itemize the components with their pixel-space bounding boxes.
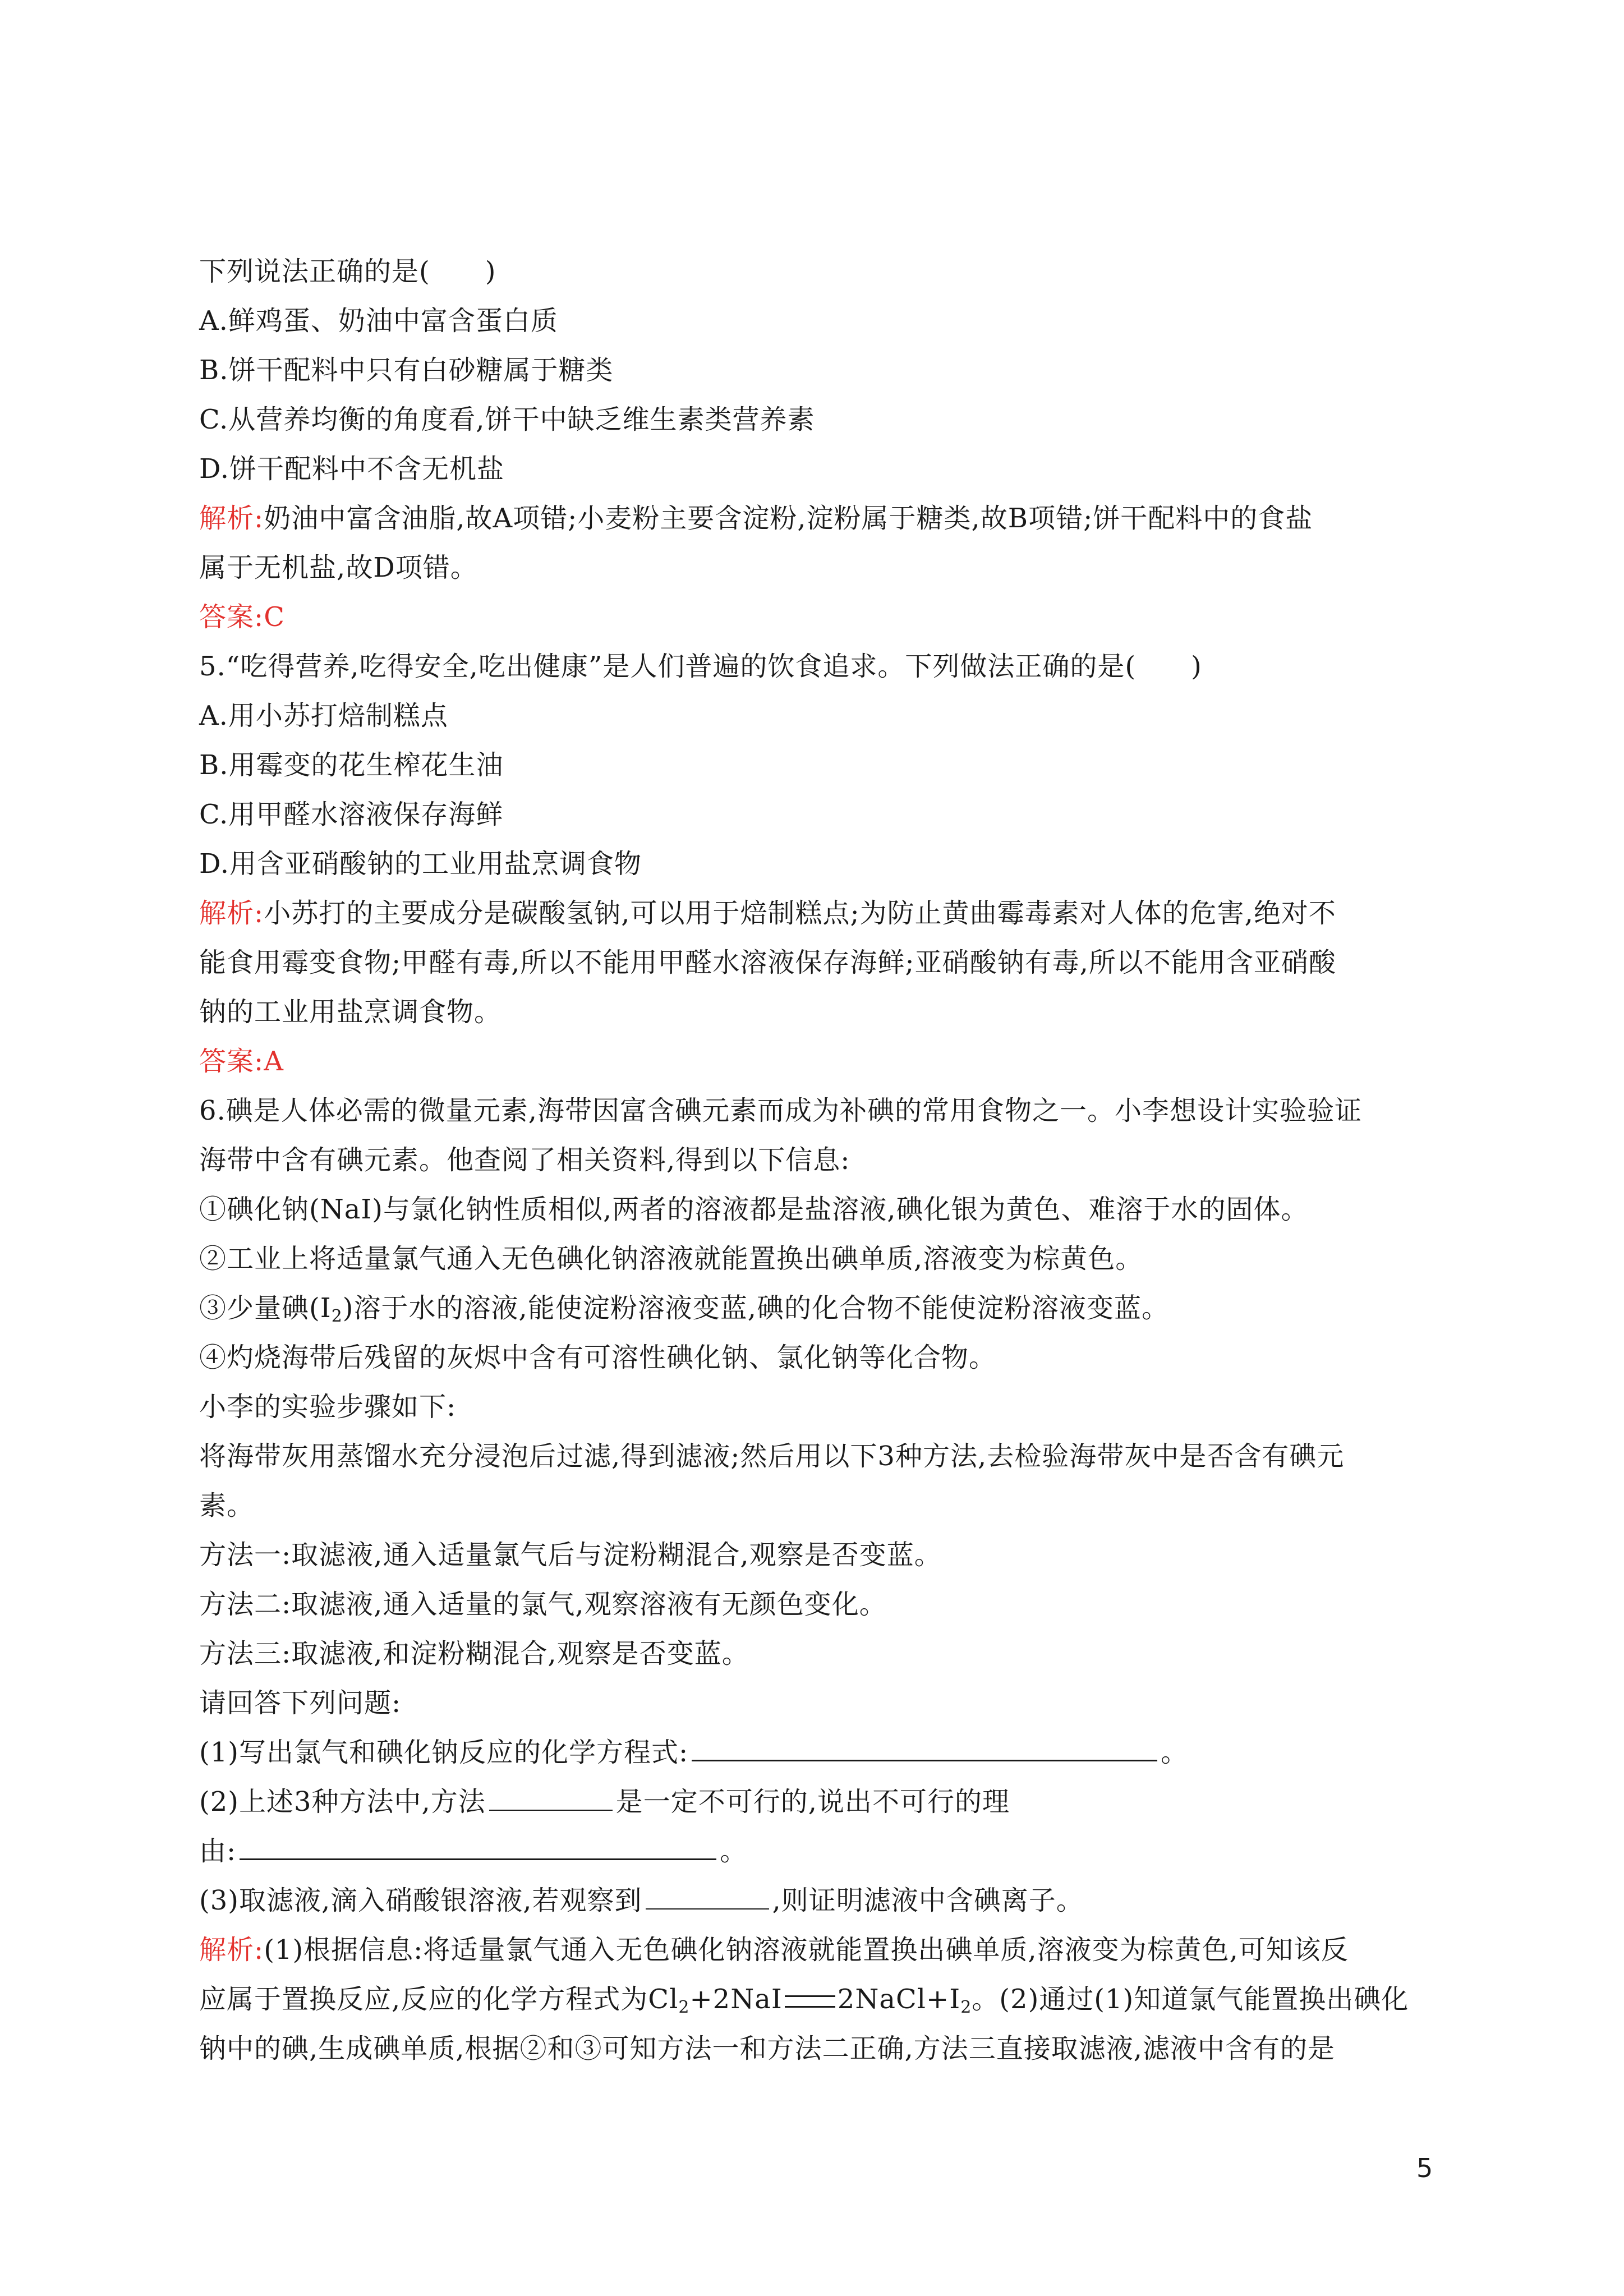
q6-q2-line2-text: 由:	[199, 1835, 237, 1867]
q6-info-3-text: ③少量碘(I	[199, 1292, 332, 1324]
q4-analysis-text-1: 奶油中富含油脂,故A项错;小麦粉主要含淀粉,淀粉属于糖类,故B项错;饼干配料中的食盐	[264, 503, 1313, 534]
answer-label: 答案:	[199, 1046, 264, 1077]
page-content	[199, 247, 1433, 2073]
q6-method-2: 方法二:取滤液,通入适量的氯气,观察溶液有无颜色变化。	[199, 1589, 887, 1620]
q5-analysis-line-2: 能食用霉变食物;甲醛有毒,所以不能用甲醛水溶液保存海鲜;亚硝酸钠有毒,所以不能用含亚硝酸	[199, 947, 1336, 978]
q5-option-c: C.用甲醛水溶液保存海鲜	[199, 799, 504, 830]
q6-info-2: ②工业上将适量氯气通入无色碘化钠溶液就能置换出碘单质,溶液变为棕黄色。	[199, 1243, 1143, 1274]
q4-option-a: A.鲜鸡蛋、奶油中富含蛋白质	[199, 305, 558, 337]
q6-analysis-line-2	[199, 1975, 1433, 2024]
q6-steps-intro: 小李的实验步骤如下:	[199, 1391, 457, 1423]
analysis-label: 解析:	[199, 898, 264, 929]
equation-text: 2NaCl+I	[837, 1984, 961, 2015]
q4-option-c: C.从营养均衡的角度看,饼干中缺乏维生素类营养素	[199, 404, 815, 435]
q6-steps-line-2: 素。	[199, 1490, 255, 1521]
q6-analysis-text-1: (1)根据信息:将适量氯气通入无色碘化钠溶液就能置换出碘单质,溶液变为棕黄色,可知该反	[264, 1934, 1349, 1966]
q4-option-d: D.饼干配料中不含无机盐	[199, 453, 505, 485]
q6-info-3	[199, 1283, 1433, 1333]
analysis-label: 解析:	[199, 1934, 264, 1966]
subscript: 2	[678, 1998, 690, 2017]
q6-method-1: 方法一:取滤液,通入适量氯气后与淀粉糊混合,观察是否变蓝。	[199, 1539, 942, 1571]
q6-sub-question-3	[199, 1876, 1433, 1925]
q6-sub-question-1	[199, 1728, 1433, 1777]
q5-answer-value: A	[264, 1046, 284, 1077]
answer-blank[interactable]	[240, 1836, 716, 1860]
answer-label: 答案:	[199, 601, 264, 633]
q5-stem: 5.“吃得营养,吃得安全,吃出健康”是人们普遍的饮食追求。下列做法正确的是( )	[199, 651, 1202, 682]
q6-q1-end: 。	[1161, 1737, 1189, 1768]
q6-info-3-text-end: )溶于水的溶液,能使淀粉溶液变蓝,碘的化合物不能使淀粉溶液变蓝。	[342, 1292, 1170, 1324]
q4-answer	[199, 592, 1433, 642]
q5-analysis-text-1: 小苏打的主要成分是碳酸氢钠,可以用于焙制糕点;为防止黄曲霉毒素对人体的危害,绝对不	[264, 898, 1336, 929]
equals-sign	[785, 1995, 835, 2008]
subscript: 2	[331, 1306, 343, 1326]
equation-text-end: 。(2)通过(1)知道氯气能置换出碘化	[972, 1984, 1409, 2015]
q6-q1-text: (1)写出氯气和碘化钠反应的化学方程式:	[199, 1737, 689, 1768]
q5-analysis-line-1	[199, 889, 1433, 938]
answer-blank[interactable]	[646, 1886, 769, 1910]
q6-q3-text: (3)取滤液,滴入硝酸银溶液,若观察到	[199, 1885, 642, 1916]
q5-option-a: A.用小苏打焙制糕点	[199, 700, 448, 731]
equation-text: 应属于置换反应,反应的化学方程式为Cl	[199, 1984, 679, 2015]
q6-q2-line2-end: 。	[720, 1835, 748, 1867]
q6-analysis-line-1	[199, 1925, 1433, 1975]
q6-stem-line-2: 海带中含有碘元素。他查阅了相关资料,得到以下信息:	[199, 1144, 850, 1176]
analysis-label: 解析:	[199, 503, 264, 534]
q6-info-1: ①碘化钠(NaI)与氯化钠性质相似,两者的溶液都是盐溶液,碘化银为黄色、难溶于水的固体。	[199, 1194, 1309, 1225]
q4-analysis-line-1	[199, 494, 1433, 543]
q6-analysis-line-3: 钠中的碘,生成碘单质,根据②和③可知方法一和方法二正确,方法三直接取滤液,滤液中含有的是	[199, 2033, 1336, 2064]
q6-ask: 请回答下列问题:	[199, 1687, 402, 1719]
q6-q3-end: ,则证明滤液中含碘离子。	[772, 1885, 1084, 1916]
answer-blank[interactable]	[489, 1787, 613, 1811]
q6-q2-text-mid: 是一定不可行的,说出不可行的理	[615, 1786, 1010, 1818]
answer-blank[interactable]	[692, 1737, 1157, 1761]
q6-info-4: ④灼烧海带后残留的灰烬中含有可溶性碘化钠、氯化钠等化合物。	[199, 1342, 997, 1373]
q4-answer-value: C	[264, 601, 285, 633]
q5-analysis-line-3: 钠的工业用盐烹调食物。	[199, 996, 502, 1028]
q4-analysis-line-2: 属于无机盐,故D项错。	[199, 552, 478, 583]
page-number: 5	[1416, 2153, 1433, 2183]
q5-option-d: D.用含亚硝酸钠的工业用盐烹调食物	[199, 848, 642, 880]
equation-text: +2NaI	[689, 1984, 783, 2015]
q5-answer	[199, 1037, 1433, 1086]
q6-sub-question-2	[199, 1777, 1433, 1826]
q6-steps-line-1: 将海带灰用蒸馏水充分浸泡后过滤,得到滤液;然后用以下3种方法,去检验海带灰中是否含有碘元	[199, 1441, 1345, 1472]
subscript: 2	[960, 1998, 972, 2017]
q5-option-b: B.用霉变的花生榨花生油	[199, 749, 504, 781]
q6-stem-line-1: 6.碘是人体必需的微量元素,海带因富含碘元素而成为补碘的常用食物之一。小李想设计实验验证	[199, 1095, 1363, 1126]
q6-sub-question-2-cont	[199, 1826, 1433, 1876]
q6-method-3: 方法三:取滤液,和淀粉糊混合,观察是否变蓝。	[199, 1638, 749, 1669]
q4-option-b: B.饼干配料中只有白砂糖属于糖类	[199, 355, 614, 386]
q4-stem: 下列说法正确的是( )	[199, 256, 496, 287]
q6-q2-text: (2)上述3种方法中,方法	[199, 1786, 486, 1818]
